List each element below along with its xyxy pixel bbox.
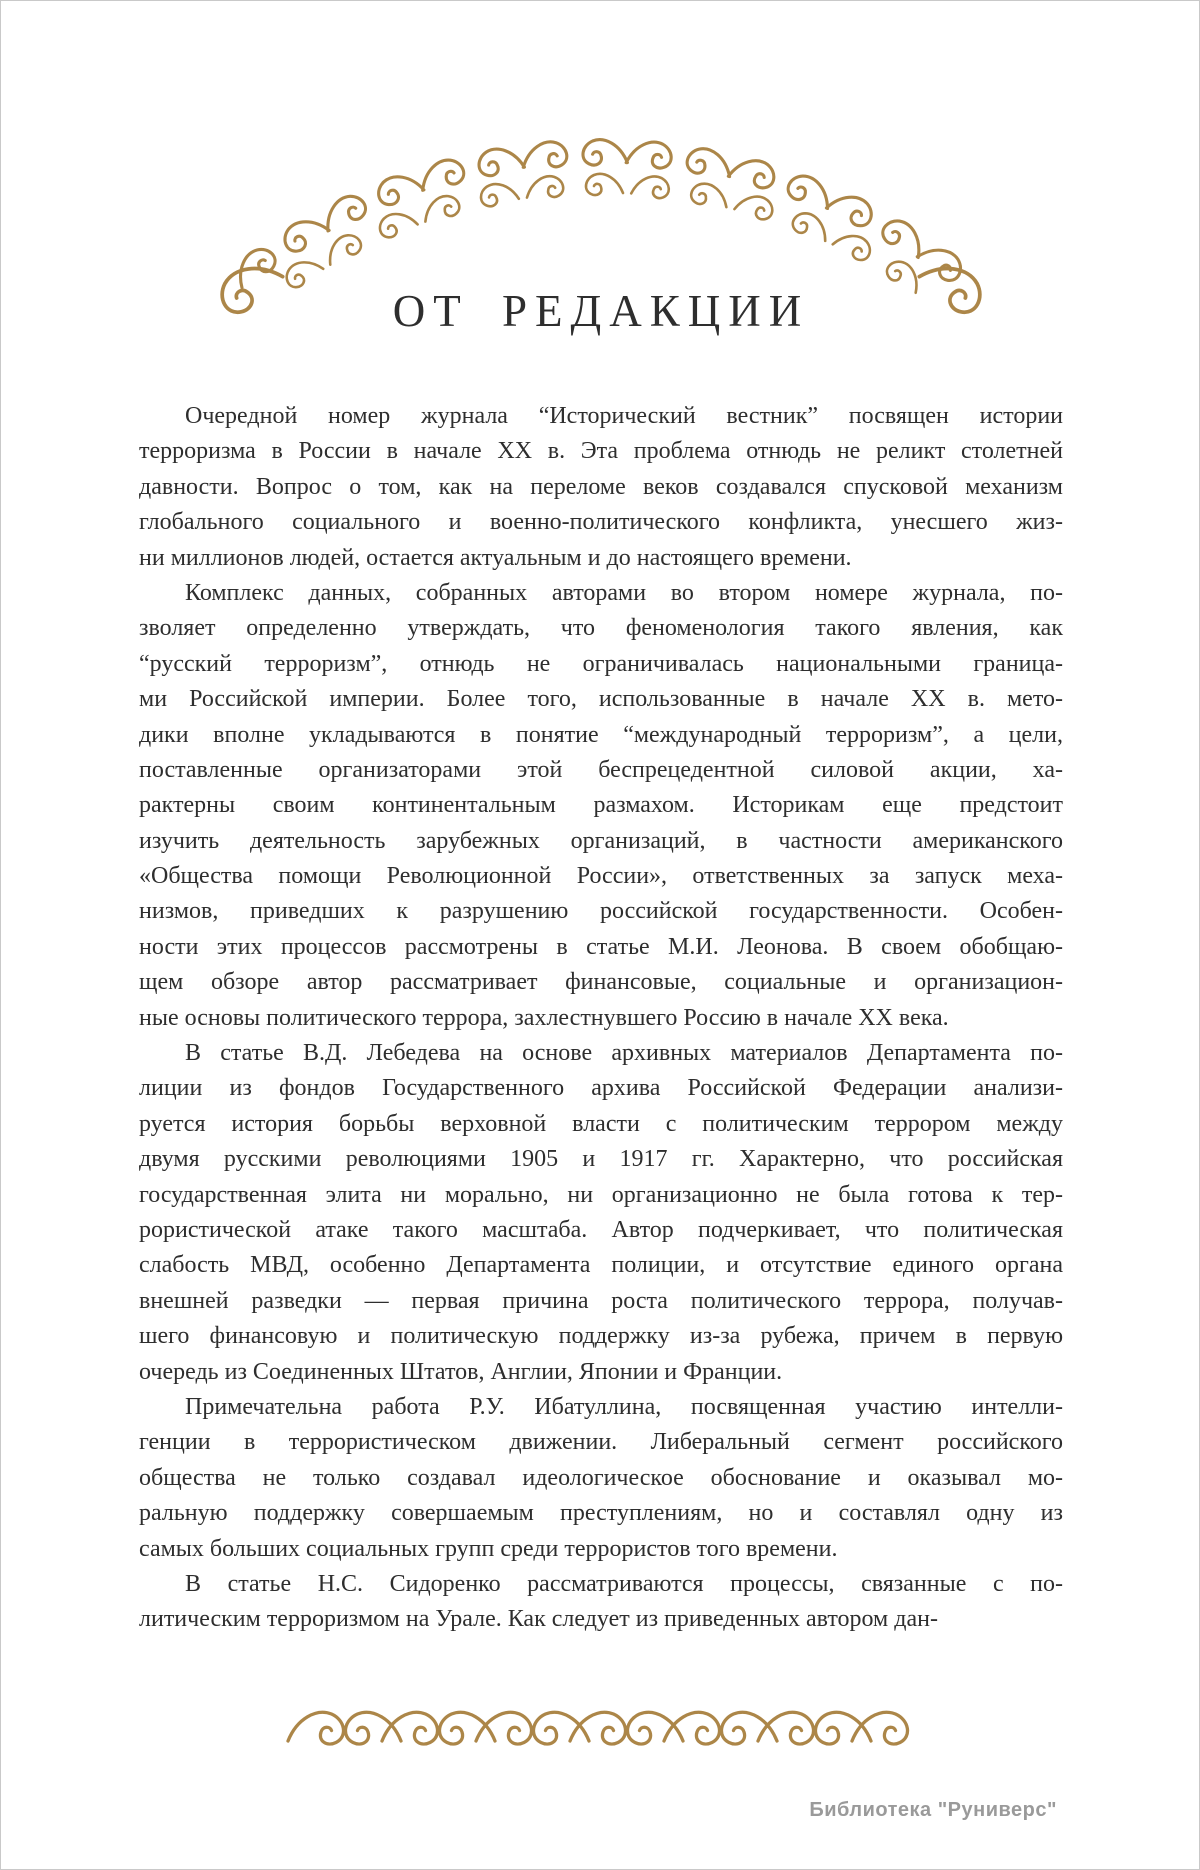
text-line: слабость МВД, особенно Департамента полиции, и отсутствие единого органа: [139, 1252, 1063, 1279]
text-line: низмов, приведших к разрушению российской государственности. Особен-: [139, 898, 1063, 925]
text-line: ни миллионов людей, остается актуальным и до настоящего времени.: [139, 544, 852, 571]
text-line: Примечательна работа Р.У. Ибатуллина, посвященная участию интелли-: [185, 1393, 1063, 1420]
text-line: Комплекс данных, собранных авторами во втором номере журнала, по-: [185, 579, 1063, 606]
text-line: зволяет определенно утверждать, что феноменология такого явления, как: [139, 615, 1063, 642]
text-line: очередь из Соединенных Штатов, Англии, Японии и Франции.: [139, 1358, 783, 1385]
text-line: дики вполне укладываются в понятие “международный терроризм”, а цели,: [139, 721, 1063, 748]
text-line: Очередной номер журнала “Исторический вестник” посвящен истории: [185, 403, 1063, 429]
paragraph: [139, 1567, 1063, 1638]
text-line: внешней разведки — первая причина роста политического террора, получав-: [139, 1287, 1063, 1314]
text-line: «Общества помощи Революционной России», ответственных за запуск меха-: [139, 863, 1063, 890]
text-line: ности этих процессов рассмотрены в статье М.И. Леонова. В своем обобщаю-: [139, 933, 1063, 960]
text-line: рактерны своим континентальным размахом. Историкам еще предстоит: [139, 792, 1063, 819]
text-line: ми Российской империи. Более того, использованные в начале XX в. мето-: [139, 686, 1063, 713]
text-line: литическим терроризмом на Урале. Как следует из приведенных автором дан-: [139, 1606, 938, 1633]
text-line: В статье В.Д. Лебедева на основе архивных материалов Департамента по-: [185, 1040, 1063, 1067]
text-line: руется история борьбы верховной власти с политическим террором между: [139, 1110, 1063, 1137]
text-line: давности. Вопрос о том, как на переломе веков создавался спусковой механизм: [139, 473, 1063, 500]
paragraph: [139, 1390, 1063, 1567]
text-line: глобального социального и военно-политического конфликта, унесшего жиз-: [139, 509, 1063, 536]
text-line: В статье Н.С. Сидоренко рассматриваются процессы, связанные с по-: [185, 1570, 1063, 1597]
text-line: общества не только создавал идеологическое обоснование и оказывал мо-: [139, 1464, 1063, 1491]
text-line: щем обзоре автор рассматривает финансовые, социальные и организацион-: [139, 969, 1063, 996]
body-text: [139, 399, 1063, 1638]
text-line: терроризма в России в начале XX в. Эта проблема отнюдь не реликт столетней: [139, 438, 1063, 465]
text-line: ральную поддержку совершаемым преступлениям, но и составлял одну из: [139, 1500, 1063, 1527]
text-line: изучить деятельность зарубежных организаций, в частности американского: [139, 827, 1063, 854]
text-line: лиции из фондов Государственного архива Российской Федерации анализи-: [139, 1075, 1063, 1102]
library-watermark: Библиотека "Руниверс": [809, 1799, 1057, 1821]
text-line: “русский терроризм”, отнюдь не ограничивалась национальными граница-: [139, 650, 1063, 677]
text-line: поставленные организаторами этой беспрецедентной силовой акции, ха-: [139, 756, 1063, 783]
text-line: генции в террористическом движении. Либеральный сегмент российского: [139, 1429, 1063, 1456]
bottom-ornament-filigree: [1, 1699, 1200, 1761]
paragraph: [139, 1036, 1063, 1390]
text-line: шего финансовую и политическую поддержку из-за рубежа, причем в первую: [139, 1323, 1063, 1350]
paragraph: [139, 399, 1063, 576]
text-line: рористической атаке такого масштаба. Автор подчеркивает, что политическая: [139, 1216, 1063, 1243]
page-title: ОТ РЕДАКЦИИ: [392, 286, 810, 336]
text-line: самых больших социальных групп среди террористов того времени.: [139, 1535, 838, 1562]
text-line: двумя русскими революциями 1905 и 1917 гг. Характерно, что российская: [139, 1146, 1063, 1173]
paragraph: [139, 576, 1063, 1036]
text-line: ные основы политического террора, захлестнувшего Россию в начале XX века.: [139, 1004, 949, 1031]
text-line: государственная элита ни морально, ни организационно не была готова к тер-: [139, 1181, 1063, 1208]
